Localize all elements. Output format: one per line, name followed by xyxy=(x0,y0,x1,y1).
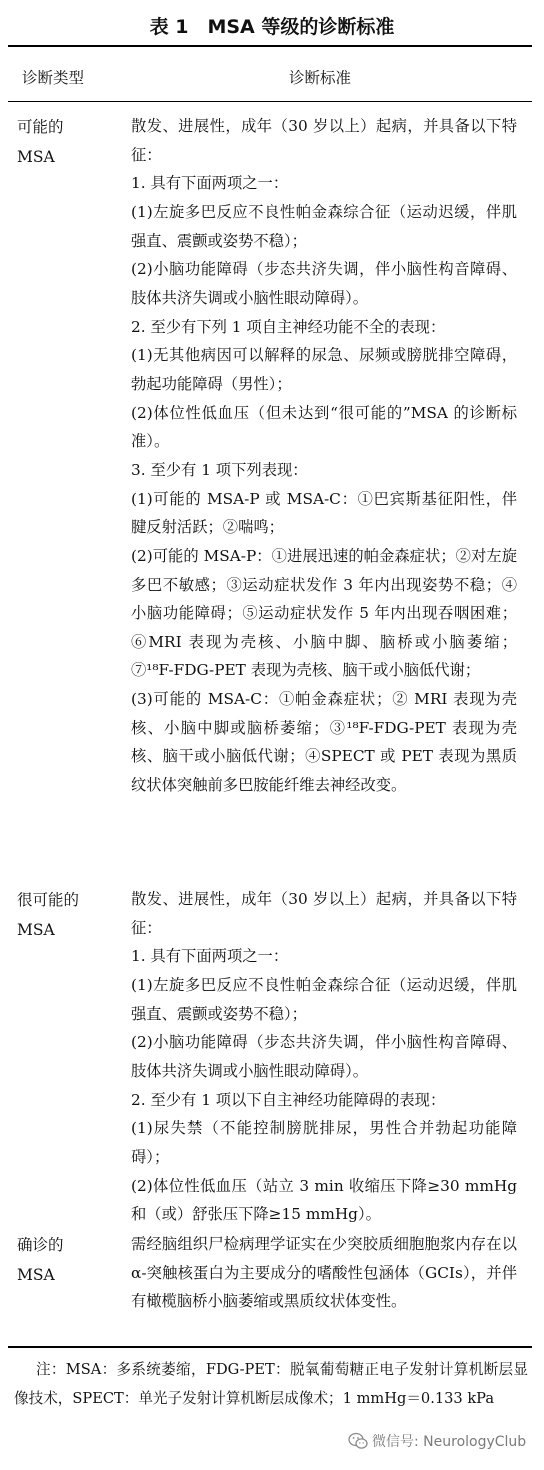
criteria-paragraph: (2)可能的 MSA-P：①进展迅速的帕金森症状；②对左旋多巴不敏感；③运动症状发作 3 年内出现姿势不稳；④小脑功能障碍；⑤运动症状发作 5 年内出现吞咽困难；⑥MRI 表现为壳核、小脑中脚、脑桥或小脑萎缩；⑦¹⁸F-FDG-PET 表现为壳核、脑干或小脑低代谢； xyxy=(131,546,517,680)
criteria-paragraph: (3)可能的 MSA-C：①帕金森症状；② MRI 表现为壳核、小脑中脚或脑桥萎缩；③¹⁸F-FDG-PET 表现为壳核、脑干或小脑低代谢；④SPECT 或 PET 表现为黑质纹状体突触前多巴胺能纤维去神经改变。 xyxy=(131,690,517,795)
type-line: MSA xyxy=(17,1266,55,1284)
type-possible xyxy=(17,112,64,172)
header-criteria: 诊断标准 xyxy=(289,69,352,87)
criteria-paragraph: 1. 具有下面两项之一： xyxy=(131,947,289,966)
watermark xyxy=(348,1431,526,1451)
criteria-paragraph: (2)小脑功能障碍（步态共济失调，伴小脑性构音障碍、肢体共济失调或小脑性眼动障碍）。 xyxy=(131,1033,517,1080)
header-rule xyxy=(8,101,532,102)
table-title: 表 1 MSA 等级的诊断标准 xyxy=(149,16,395,38)
criteria-paragraph: (2)体位性低血压（站立 3 min 收缩压下降≥30 mmHg 和（或）舒张压下降≥15 mmHg）。 xyxy=(131,1176,517,1224)
type-line: 可能的 xyxy=(17,118,64,136)
criteria-paragraph: (1)尿失禁（不能控制膀胱排尿，男性合并勃起功能障碍）； xyxy=(131,1119,517,1166)
type-line: 很可能的 xyxy=(17,891,80,909)
criteria-paragraph: (1)左旋多巴反应不良性帕金森综合征（运动迟缓，伴肌强直、震颤或姿势不稳）； xyxy=(131,202,517,250)
type-line: 确诊的 xyxy=(17,1236,64,1254)
criteria-definite xyxy=(131,1230,517,1316)
criteria-paragraph: 3. 至少有 1 项下列表现： xyxy=(131,460,308,479)
criteria-paragraph: (1)左旋多巴反应不良性帕金森综合征（运动迟缓，伴肌强直、震颤或姿势不稳）； xyxy=(131,975,517,1023)
type-definite xyxy=(17,1230,64,1290)
criteria-paragraph: 散发、进展性，成年（30 岁以上）起病，并具备以下特征： xyxy=(131,890,517,937)
criteria-paragraph: (2)小脑功能障碍（步态共济失调，伴小脑性构音障碍、肢体共济失调或小脑性眼动障碍）。 xyxy=(131,260,517,307)
criteria-possible xyxy=(131,112,517,800)
criteria-paragraph: (2)体位性低血压（但未达到“很可能的”MSA 的诊断标准）。 xyxy=(131,403,517,451)
type-line: MSA xyxy=(17,148,55,166)
criteria-paragraph: 散发、进展性，成年（30 岁以上）起病，并具备以下特征： xyxy=(131,117,517,164)
criteria-paragraph: 1. 具有下面两项之一： xyxy=(131,174,289,193)
top-rule xyxy=(8,45,532,47)
type-line: MSA xyxy=(17,921,55,939)
criteria-paragraph: 2. 至少有下列 1 项自主神经功能不全的表现： xyxy=(131,317,446,336)
criteria-paragraph: 需经脑组织尸检病理学证实在少突胶质细胞胞浆内存在以 α-突触核蛋白为主要成分的嗜酸性包涵体（GCIs），并伴有橄榄脑桥小脑萎缩或黑质纹状体变性。 xyxy=(131,1235,517,1311)
header-type: 诊断类型 xyxy=(22,69,85,87)
criteria-paragraph: (1)可能的 MSA-P 或 MSA-C：①巴宾斯基征阳性，伴腱反射活跃；②喘鸣； xyxy=(131,489,517,537)
wechat-icon xyxy=(348,1432,368,1450)
criteria-probable xyxy=(131,885,517,1229)
bottom-rule xyxy=(8,1346,532,1348)
watermark-text: 微信号: NeurologyClub xyxy=(372,1434,527,1450)
type-probable xyxy=(17,885,79,945)
note-text: 注：MSA：多系统萎缩，FDG-PET：脱氧葡萄糖正电子发射计算机断层显像技术，SPECT：单光子发射计算机断层成像术；1 mmHg＝0.133 kPa xyxy=(14,1361,528,1407)
criteria-paragraph: (1)无其他病因可以解释的尿急、尿频或膀胱排空障碍，勃起功能障碍（男性）； xyxy=(131,346,517,393)
criteria-paragraph: 2. 至少有 1 项以下自主神经功能障碍的表现： xyxy=(131,1090,446,1109)
table-note xyxy=(14,1356,528,1413)
